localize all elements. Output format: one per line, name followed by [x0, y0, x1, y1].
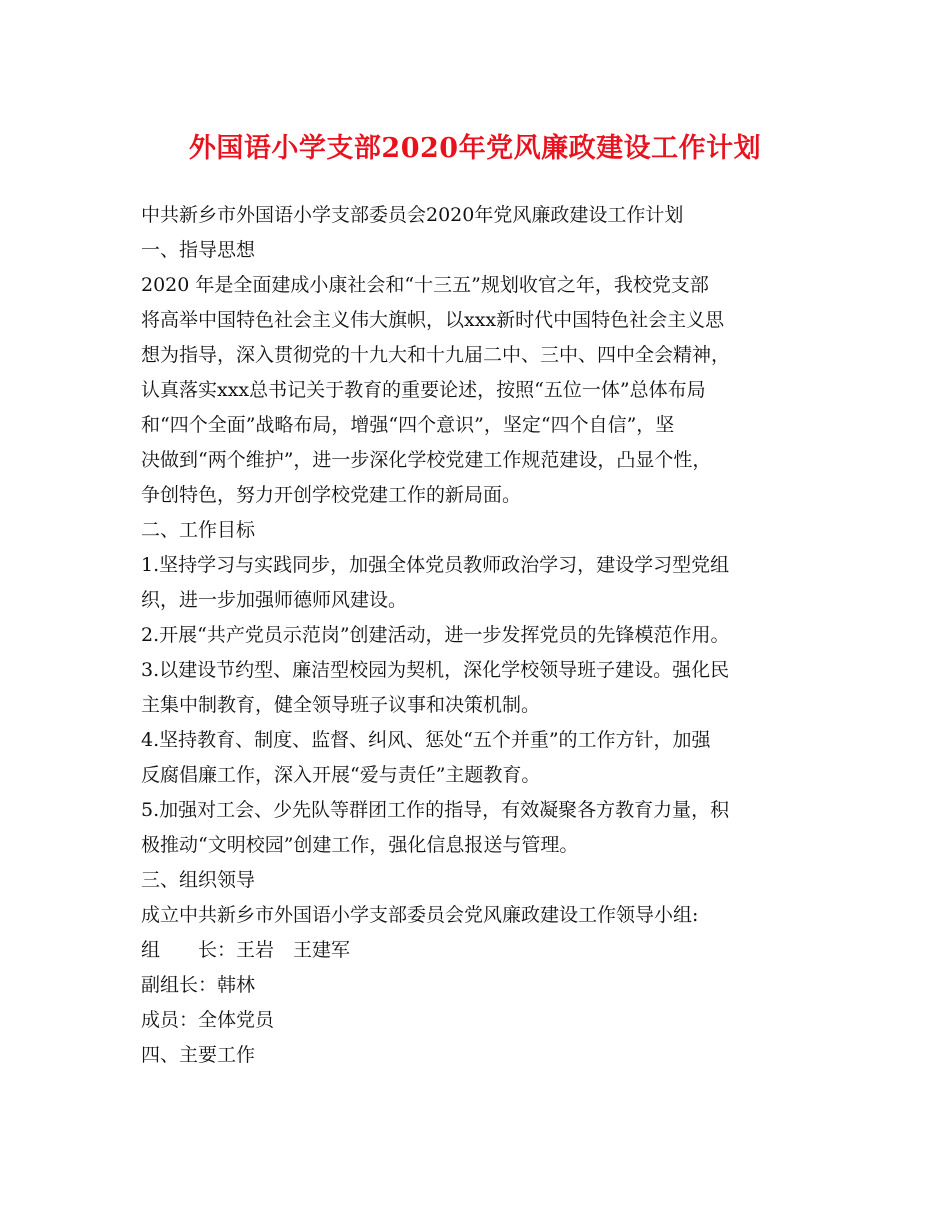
body-line: 争创特色，努力开创学校党建工作的新局面。 — [141, 484, 522, 506]
body-line: 和“四个全面”战略布局，增强“四个意识”，坚定“四个自信”，坚 — [141, 414, 675, 436]
document-title: 外国语小学支部2020年党风廉政建设工作计划 — [188, 133, 762, 164]
body-line: 2.开展“共产党员示范岗”创建活动，进一步发挥党员的先锋模范作用。 — [141, 624, 730, 646]
body-line: 2020 年是全面建成小康社会和“十三五”规划收官之年，我校党支部 — [141, 274, 709, 296]
body-line: 成员：全体党员 — [141, 1009, 275, 1031]
body-line: 中共新乡市外国语小学支部委员会2020年党风廉政建设工作计划 — [141, 204, 684, 226]
body-line: 4.坚持教育、制度、监督、纠风、惩处“五个并重”的工作方针，加强 — [141, 729, 711, 751]
body-line: 3.以建设节约型、廉洁型校园为契机，深化学校领导班子建设。强化民 — [141, 659, 730, 681]
body-line: 5.加强对工会、少先队等群团工作的指导，有效凝聚各方教育力量，积 — [141, 799, 730, 821]
body-line: 将高举中国特色社会主义伟大旗帜，以xxx新时代中国特色社会主义思 — [141, 309, 725, 331]
body-line: 主集中制教育，健全领导班子议事和决策机制。 — [141, 694, 541, 716]
body-line: 反腐倡廉工作，深入开展“爱与责任”主题教育。 — [141, 764, 541, 786]
body-line: 1.坚持学习与实践同步，加强全体党员教师政治学习，建设学习型党组 — [141, 554, 730, 576]
body-line: 副组长：韩林 — [141, 974, 256, 996]
body-line: 成立中共新乡市外国语小学支部委员会党风廉政建设工作领导小组: — [141, 904, 699, 926]
section-heading: 三、组织领导 — [141, 869, 256, 891]
body-line: 决做到“两个维护”，进一步深化学校党建工作规范建设，凸显个性， — [141, 449, 712, 471]
section-heading: 一、指导思想 — [141, 239, 256, 261]
section-heading: 四、主要工作 — [141, 1044, 256, 1066]
body-line: 组 长：王岩 王建军 — [141, 939, 351, 961]
body-line: 想为指导，深入贯彻党的十九大和十九届二中、三中、四中全会精神， — [141, 344, 731, 366]
body-line: 织，进一步加强师德师风建设。 — [141, 589, 408, 611]
document-body — [141, 198, 831, 1073]
section-heading: 二、工作目标 — [141, 519, 256, 541]
body-line: 认真落实xxx总书记关于教育的重要论述，按照“五位一体”总体布局 — [141, 379, 706, 401]
body-line: 极推动“文明校园”创建工作，强化信息报送与管理。 — [141, 834, 579, 856]
